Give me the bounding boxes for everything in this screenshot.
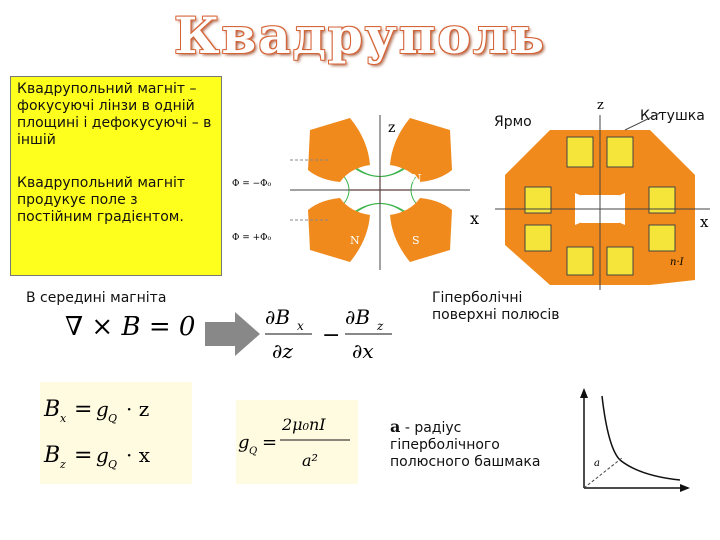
svg-text:x: x — [60, 412, 67, 425]
axis-x-left: x — [470, 209, 480, 228]
arrow-right-icon — [205, 312, 260, 356]
label-a-radius — [390, 418, 565, 471]
pole-label-4: S — [412, 234, 420, 247]
label-coil: Катушка — [640, 108, 705, 124]
svg-text:∂z: ∂z — [272, 339, 293, 363]
coil-2 — [607, 137, 633, 167]
svg-text:Q: Q — [249, 446, 258, 457]
coil-6 — [649, 225, 675, 251]
svg-text:∇ × B = 0: ∇ × B = 0 — [65, 312, 196, 342]
svg-text:∂B: ∂B — [345, 305, 371, 329]
pole-bottom-right — [390, 198, 452, 262]
label-hyperbolic: Гіперболічні поверхні полюсів — [432, 290, 560, 323]
info-note — [10, 76, 222, 276]
svg-text:=: = — [74, 443, 93, 468]
curl-equation — [60, 300, 430, 380]
svg-text:z: z — [60, 458, 66, 471]
radius-a-label: a — [594, 458, 600, 469]
page-title: Квадруполь — [173, 6, 547, 65]
axis-x-right: x — [700, 213, 709, 231]
phi-bottom-label: Φ = +Φ₀ — [232, 233, 272, 243]
axis-z-left: z — [388, 120, 396, 136]
svg-text:z: z — [377, 319, 384, 333]
svg-text:x: x — [297, 319, 304, 333]
gradient-formula-box — [236, 400, 358, 484]
svg-text:· z: · z — [126, 397, 150, 421]
svg-text:Q: Q — [108, 412, 118, 425]
coil-7 — [567, 247, 593, 275]
svg-text:−: − — [322, 323, 341, 348]
svg-text:B: B — [44, 443, 61, 468]
svg-text:=: = — [262, 432, 278, 453]
hyperbola-curve — [602, 396, 680, 480]
svg-text:g: g — [238, 432, 250, 453]
a-symbol: a — [390, 417, 401, 436]
pole-label-1: S — [350, 172, 358, 185]
hyperbola-graph — [560, 388, 690, 492]
axis-z-right: z — [597, 98, 604, 113]
field-formula-box — [40, 382, 192, 484]
pole-label-3: N — [350, 234, 360, 247]
svg-text:∂B: ∂B — [265, 305, 291, 329]
note-text-2: Квадрупольний магніт продукує поле з постійним градієнтом. — [17, 175, 186, 225]
label-yoke: Ярмо — [494, 114, 532, 130]
svg-text:Q: Q — [108, 458, 118, 471]
coil-5 — [525, 225, 551, 251]
svg-text:g: g — [96, 397, 109, 421]
coil-1 — [567, 137, 593, 167]
phi-top-label: Φ = −Φ₀ — [232, 179, 272, 189]
svg-text:=: = — [74, 397, 93, 422]
svg-text:g: g — [96, 443, 109, 467]
quadrupole-magnet-yoke — [495, 95, 720, 290]
label-middle: В середині магніта — [26, 290, 167, 306]
ni-label: n·I — [670, 257, 684, 268]
pole-bottom-left — [308, 198, 370, 262]
a-description: - радіус гіперболічного полюсного башмака — [390, 420, 541, 470]
quadrupole-field-diagram — [230, 110, 490, 270]
pole-label-2: N — [412, 172, 422, 185]
svg-text:2μ₀nI: 2μ₀nI — [282, 415, 326, 434]
svg-text:a²: a² — [302, 451, 318, 470]
pole-top-left — [308, 118, 370, 182]
note-text-1: Квадрупольний магніт – фокусуючі лінзи в одній площині і дефокусуючі – в іншій — [17, 81, 212, 148]
svg-text:B: B — [44, 397, 61, 422]
svg-text:· x: · x — [126, 443, 150, 467]
svg-text:∂x: ∂x — [352, 339, 374, 363]
coil-8 — [607, 247, 633, 275]
